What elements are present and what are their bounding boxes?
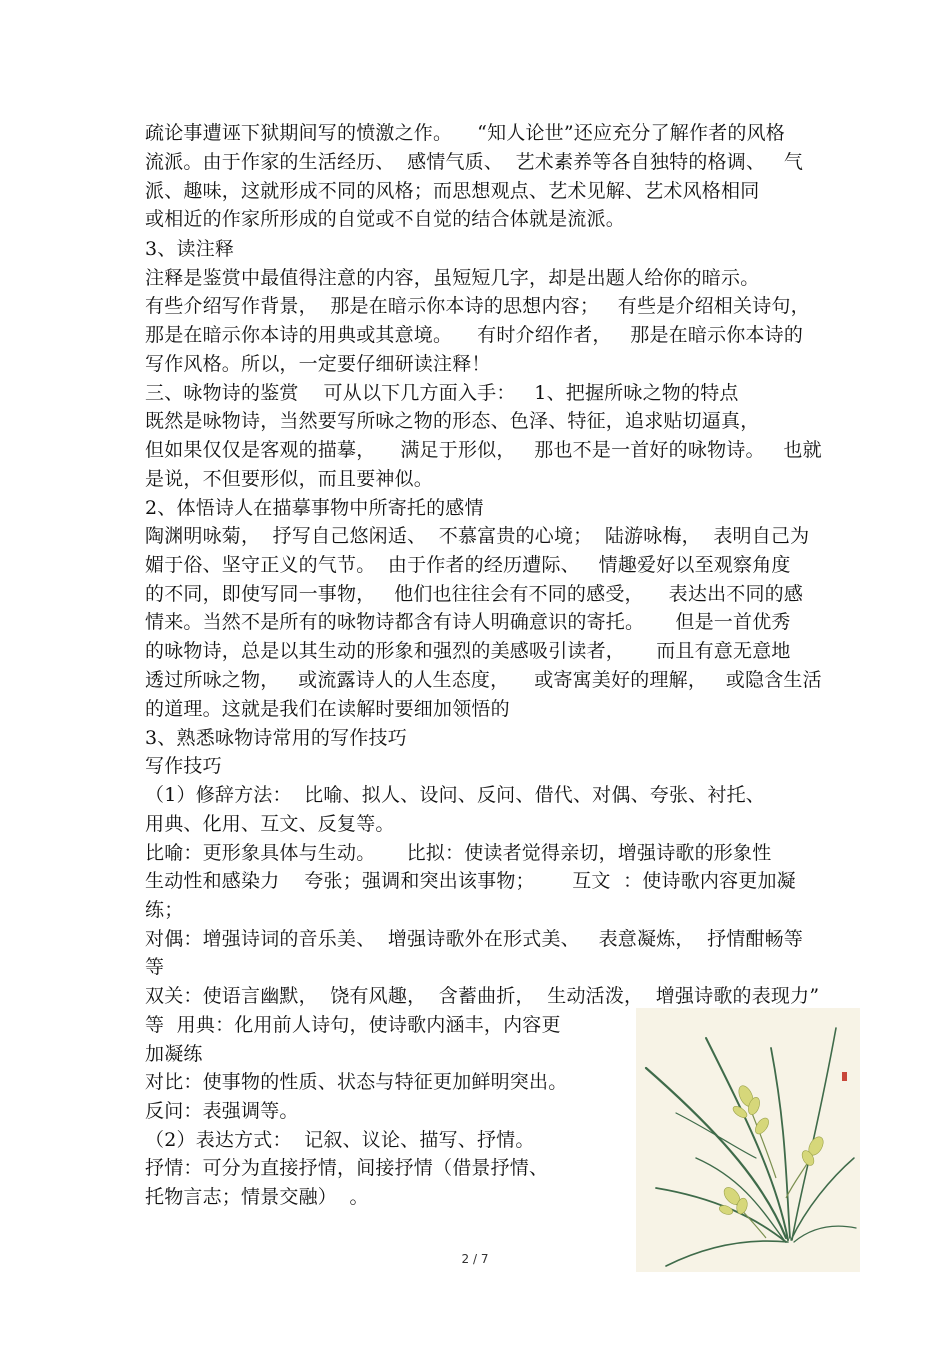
text-line: 但如果仅仅是客观的描摹， 满足于形似， 那也不是一首好的咏物诗。 也就: [145, 439, 822, 461]
orchid-illustration: [636, 1008, 860, 1272]
text-line: 写作技巧: [145, 755, 222, 777]
text-line: 陶渊明咏菊， 抒写自己悠闲适、 不慕富贵的心境； 陆游咏梅， 表明自己为: [145, 525, 810, 547]
orchid-painting: [636, 1008, 860, 1272]
text-line: 那是在暗示你本诗的用典或其意境。 有时介绍作者， 那是在暗示你本诗的: [145, 324, 804, 346]
text-line: 媚于俗、坚守正义的气节。 由于作者的经历遭际、 情趣爱好以至观察角度: [145, 554, 791, 576]
text-line: 练；: [145, 899, 184, 921]
text-line: 透过所咏之物， 或流露诗人的人生态度， 或寄寓美好的理解， 或隐含生活: [145, 669, 822, 691]
text-line: 是说，不但要形似，而且要神似。: [145, 468, 434, 490]
text-line: 等: [145, 956, 165, 978]
section-heading: 三、咏物诗的鉴赏 可从以下几方面入手： 1、把握所咏之物的特点: [145, 382, 739, 404]
text-line: 的咏物诗，总是以其生动的形象和强烈的美感吸引读者， 而且有意无意地: [145, 640, 791, 662]
text-line: 的不同，即使写同一事物， 他们也往往会有不同的感受， 表达出不同的感: [145, 583, 804, 605]
text-line: 写作风格。所以，一定要仔细研读注释！: [145, 353, 491, 375]
text-line: 对比：使事物的性质、状态与特征更加鲜明突出。: [145, 1071, 568, 1093]
section-heading: 3、熟悉咏物诗常用的写作技巧: [145, 727, 407, 749]
section-heading: 2、体悟诗人在描摹事物中所寄托的感情: [145, 497, 484, 519]
section-heading: 3、读注释: [145, 238, 235, 260]
text-line: 托物言志；情景交融） 。: [145, 1186, 369, 1208]
text-line: 比喻：更形象具体与生动。 比拟：使读者觉得亲切，增强诗歌的形象性: [145, 842, 772, 864]
text-line: 用典、化用、互文、反复等。: [145, 813, 395, 835]
text-line: 抒情：可分为直接抒情，间接抒情（借景抒情、: [145, 1157, 549, 1179]
text-line: 注释是鉴赏中最值得注意的内容，虽短短几字，却是出题人给你的暗示。: [145, 267, 760, 289]
text-line: 的道理。这就是我们在读解时要细加领悟的: [145, 698, 510, 720]
text-line: 加凝练: [145, 1043, 203, 1065]
text-line: （1）修辞方法： 比喻、拟人、设问、反问、借代、对偶、夸张、衬托、: [145, 784, 765, 806]
text-line: 情来。当然不是所有的咏物诗都含有诗人明确意识的寄托。 但是一首优秀: [145, 611, 791, 633]
page-number: 2 / 7: [461, 1252, 489, 1266]
text-line: 既然是咏物诗，当然要写所咏之物的形态、色泽、特征，追求贴切逼真，: [145, 410, 760, 432]
text-line: 等 用典：化用前人诗句，使诗歌内涵丰，内容更: [145, 1014, 561, 1036]
text-line: 流派。由于作家的生活经历、 感情气质、 艺术素养等各自独特的格调、 气: [145, 151, 804, 173]
text-line: 派、趣味，这就形成不同的风格；而思想观点、艺术见解、艺术风格相同: [145, 180, 760, 202]
text-line: 反问：表强调等。: [145, 1100, 299, 1122]
text-line: 双关：使语言幽默， 饶有风趣， 含蓄曲折， 生动活泼， 增强诗歌的表现力”: [145, 985, 820, 1007]
text-line: 或相近的作家所形成的自觉或不自觉的结合体就是流派。: [145, 208, 626, 230]
text-line: 生动性和感染力 夸张；强调和突出该事物； 互文 ：使诗歌内容更加凝: [145, 870, 796, 892]
text-line: 对偶：增强诗词的音乐美、 增强诗歌外在形式美、 表意凝炼， 抒情酣畅等: [145, 928, 804, 950]
text-line: 疏论事遭诬下狱期间写的愤激之作。 “知人论世”还应充分了解作者的风格: [145, 122, 785, 144]
text-line: （2）表达方式： 记叙、议论、描写、抒情。: [145, 1129, 535, 1151]
text-line: 有些介绍写作背景， 那是在暗示你本诗的思想内容； 有些是介绍相关诗句，: [145, 295, 810, 317]
